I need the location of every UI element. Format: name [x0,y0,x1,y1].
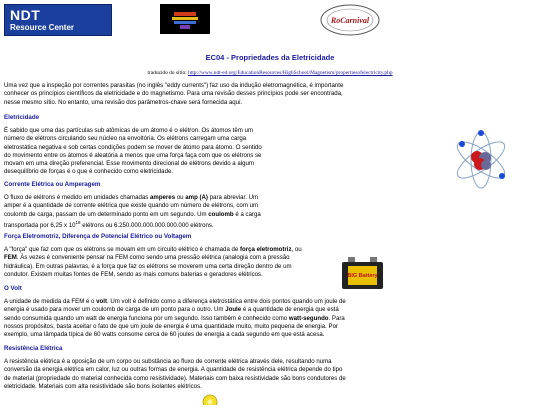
ndt-logo-title: NDT [10,7,41,23]
intro-line: Uma vez que a inspeção por correntes parasitas (no inglês "eddy currents") faz uso da indução eletromagnética, é importante [4,82,344,89]
paragraph-line [4,211,261,219]
eddy-current-icon [160,4,210,34]
text-run: energia é usado para mover um coulomb de carga de um ponto para o outro. Um [4,306,224,314]
term-forca-eletromotriz: força eletromotriz [240,246,292,253]
paragraph-line [4,219,261,230]
text-run: é a carga [235,210,261,218]
term-fem: FEM [4,254,17,262]
heading-corrente: Corrente Elétrica ou Amperagem [4,181,101,188]
volt-paragraph [4,298,346,339]
paragraph-line: A resistência elétrica é a oposição de um corpo ou substância ao fluxo de corrente elétrica através dele, resultando numa [4,358,332,365]
term-volt: volt [96,298,107,305]
paragraph-line: condutor. Existem muitas fontes de FEM, sendo as mais comuns baterias e geradores elétricos. [4,270,263,278]
credit-prefix: traduzido do sítio: [147,70,187,76]
paragraph-line: número de elétrons circulando seu núcleo na envoltória. Os elétrons carregam uma carga [4,135,247,143]
eddy-current-image[interactable] [160,4,210,34]
text-run: . Um volt é definido como a diferença eletrostática entre dois pontos quando um joule de [107,298,346,305]
battery-icon [340,255,385,291]
carnival-logo-icon [320,4,380,36]
text-run: . Às vezes é conveniente pensar na FEM como sendo uma pressão elétrica (analogia com a pressão [16,254,290,262]
text-run: . Para [328,314,345,322]
ro-carnival-logo[interactable] [320,4,380,36]
paragraph-line: do movimento entre os átomos é aleatória a menos que uma força faça com que os elétrons se [4,151,262,159]
ndt-logo-subtitle: Resource Center [10,23,75,32]
paragraph-line: desequilíbrio de forças é o que é conhecido como eletricidade. [4,168,174,176]
text-run: A "força" que faz com que os elétrons se movam em um circuito elétrico é chamada de [4,246,239,253]
atom-image [450,130,512,190]
text-run: é a quantidade de energia que está [242,306,339,314]
bulb-icon [200,392,220,405]
paragraph-line [4,246,302,254]
exponent: 18 [75,219,81,225]
paragraph-line: de material (propriedade do material conhecida como resistividade). Materiais com baixa resistividade são bons condutores de [4,374,346,382]
paragraph-line: movam em uma direção preferencial. Esse movimento direcional de elétrons devido a algum [4,160,254,168]
text-run: sendo consumida quando um watt de energia funciona por um segundo. Isso também é conhecido como [4,314,288,322]
text-run: elétrons ou 6.250.000.000.000.000.000 elétrons. [82,221,214,229]
heading-volt: O Volt [4,285,22,292]
heading-forca: Força Eletromotriz, Diferença de Potencial Elétrico ou Voltagem [4,233,192,240]
paragraph-line: É sabido que uma das partículas sub atômicas de um átomo é o elétron. Os átomos têm um [4,127,253,134]
term-joule: Joule [225,306,242,314]
paragraph-line [4,298,346,306]
paragraph-line: eletrostática negativa e sob certas condições podem se mover de átomo para átomo. O sentido [4,143,262,151]
heading-resistencia: Resistência Elétrica [4,345,63,352]
paragraph-line: exemplo, uma lâmpada típica de 60 watts consome cerca de 60 joules de energia a cada segundo em que está acesa. [4,331,325,339]
paragraph-line: hidráulica). Em outras palavras, é a força que faz os elétrons se moverem uma certa direção dentro de um [4,262,292,270]
text-run: O fluxo de elétrons é medido em unidades chamadas [4,194,149,201]
paragraph-line: amper é a quantidade de corrente elétrica que existe quando um número de elétrons, com um [4,202,259,210]
ndt-logo[interactable] [4,4,112,36]
text-run: transportada por 6,25 x 10 [4,221,76,229]
intro-line: nesse mesmo sítio. No entanto, uma revisão dos parâmetros-chave será fornecida aqui. [4,98,243,106]
text-run: ou [176,194,184,201]
paragraph-line: eletricidade. Materiais com alta resistividade são bons isolantes elétricos. [4,382,202,390]
battery-image [340,255,385,291]
paragraph-line: nossos propósitos, basta aceitar o fato de que um joule de energia é uma quantidade muito, muito pequena de energia. Por [4,322,339,330]
resistor-image [200,392,220,405]
text-run: A unidade de medida da FEM é o [4,298,95,305]
text-run: , ou [291,246,302,253]
page-title: EC04 - Propriedades da Eletricidade [205,53,335,62]
eletricidade-paragraph [4,127,262,177]
credit-line [0,70,540,76]
intro-line: conhecer os princípios científicos da eletricidade e do magnetismo. Para uma revisão desses princípios pode ser encontrada, [4,90,343,98]
atom-icon [450,130,512,190]
text-run: para abreviar. Um [209,194,259,201]
source-link[interactable]: http://www.ndt-ed.org/EducationResources/HighSchool/Magnetism/propertiesofelectricity.php [188,70,393,76]
text-run: coulomb de carga, passam de um determinado ponto em um segundo. Um [4,210,207,218]
paragraph-line [4,315,346,323]
resistencia-paragraph [4,358,346,391]
corrente-paragraph [4,194,261,230]
term-coulomb: coulomb [208,210,234,218]
battery-label: BIG Battery [347,273,378,279]
paragraph-line [4,194,261,202]
term-amperes: amperes [150,194,176,201]
carnival-logo-text: RoCarnival [330,16,370,25]
heading-eletricidade: Eletricidade [4,114,40,121]
paragraph-line [4,254,302,262]
paragraph-line: conversão da energia elétrica em calor, luz ou outras formas de energia. A quantidade de resistência elétrica depende do tipo [4,366,343,374]
term-watt-segundo: watt-segundo [288,314,329,322]
term-amp: amp (A) [185,194,208,201]
intro-paragraph [4,82,343,107]
paragraph-line [4,306,346,314]
forca-paragraph [4,246,302,279]
